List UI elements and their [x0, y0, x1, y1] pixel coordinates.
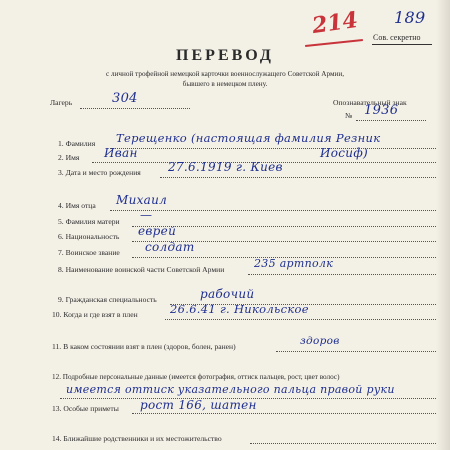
field-6-text: Национальность	[65, 232, 120, 241]
field-5-text: Фамилия матери	[65, 217, 120, 226]
field-12-num: 12.	[52, 373, 61, 381]
field-1-value: Терещенко (настоящая фамилия Резник	[116, 131, 381, 145]
field-4-line	[110, 210, 436, 211]
field-2-value-extra: Иосиф)	[320, 146, 369, 160]
field-7-text: Воинское звание	[65, 248, 120, 257]
field-3-label	[58, 168, 141, 177]
field-6-label	[58, 232, 119, 241]
field-3-num: 3.	[58, 168, 64, 177]
field-5-value: —	[140, 208, 153, 222]
field-2-label	[58, 153, 79, 162]
field-10-line	[165, 319, 436, 320]
field-9-text: Гражданская специальность	[65, 295, 157, 304]
red-number-underline	[305, 39, 363, 47]
field-12-text: Подробные персональные данные (имеется фотография, оттиск пальцев, рост, цвет волос)	[62, 373, 340, 381]
classification-underline	[372, 44, 432, 45]
field-7-value: солдат	[145, 240, 195, 254]
field-13-label	[52, 404, 119, 413]
field-10-value: 26.6.41 г. Никольское	[170, 302, 309, 316]
classification-stamp: Сов. секретно	[373, 33, 421, 42]
field-8-label	[58, 265, 224, 274]
id-mark-prefix: №	[345, 111, 353, 120]
field-4-label	[58, 201, 96, 210]
field-1-label	[58, 139, 95, 148]
field-9-value: рабочий	[200, 287, 255, 301]
field-12-label	[52, 373, 340, 381]
field-10-text: Когда и где взят в плен	[63, 310, 138, 319]
field-14-line	[250, 443, 436, 444]
field-11-text: В каком состоянии взят в плен (здоров, болен, ранен)	[63, 342, 236, 351]
subtitle-line-2: бывшего в немецком плену.	[182, 79, 268, 88]
field-4-num: 4.	[58, 201, 64, 210]
field-8-value: 235 артполк	[254, 257, 334, 270]
field-8-line	[248, 274, 436, 275]
field-11-value: здоров	[300, 335, 340, 347]
field-3-value: 27.6.1919 г. Киев	[168, 160, 283, 174]
field-13-line	[132, 413, 436, 414]
field-9-label	[58, 295, 157, 304]
field-3-text: Дата и место рождения	[65, 168, 141, 177]
archive-number-blue: 189	[394, 8, 426, 27]
field-5-label	[58, 217, 120, 226]
field-14-num: 14.	[52, 434, 62, 443]
camp-value: 304	[112, 91, 138, 106]
field-9-num: 9.	[58, 295, 64, 304]
field-2-num: 2.	[58, 153, 64, 162]
field-2-value: Иван	[104, 146, 138, 160]
field-14-label	[52, 434, 222, 443]
subtitle-line-1: с личной трофейной немецкой карточки военнослужащего Советской Армии,	[106, 70, 344, 78]
field-2-text: Имя	[65, 153, 80, 162]
field-4-value: Михаил	[116, 193, 168, 207]
camp-line	[80, 108, 190, 109]
field-4-text: Имя отца	[65, 201, 96, 210]
field-13-num: 13.	[52, 404, 62, 413]
id-mark-label: Опознавательный знак	[333, 98, 407, 107]
document-title: ПЕРЕВОД	[176, 47, 274, 64]
field-1-num: 1.	[58, 139, 64, 148]
field-11-line	[276, 351, 436, 352]
id-mark-line	[356, 120, 426, 121]
field-5-line	[132, 226, 436, 227]
field-6-value: еврей	[138, 224, 177, 238]
field-1-text: Фамилия	[65, 139, 96, 148]
field-3-line	[160, 177, 436, 178]
field-12-value: имеется оттиск указательного пальца правой руки	[66, 383, 395, 396]
field-11-label	[52, 342, 236, 351]
field-1-line	[110, 148, 436, 149]
field-5-num: 5.	[58, 217, 64, 226]
document-subtitle	[0, 70, 450, 89]
field-8-text: Наименование воинской части Советской Армии	[65, 265, 225, 274]
field-11-num: 11.	[52, 342, 62, 351]
id-mark-value: 1936	[364, 103, 399, 118]
field-6-num: 6.	[58, 232, 64, 241]
field-13-value: рост 166, шатен	[140, 398, 257, 412]
field-7-num: 7.	[58, 248, 64, 257]
field-13-text: Особые приметы	[63, 404, 119, 413]
field-10-label	[52, 310, 138, 319]
field-14-text: Ближайшие родственники и их местожительство	[63, 434, 222, 443]
camp-label: Лагерь	[50, 98, 73, 107]
field-8-num: 8.	[58, 265, 64, 274]
field-10-num: 10.	[52, 310, 62, 319]
archive-number-red: 214	[310, 6, 360, 40]
page-edge-shadow	[436, 0, 450, 450]
field-7-label	[58, 248, 120, 257]
